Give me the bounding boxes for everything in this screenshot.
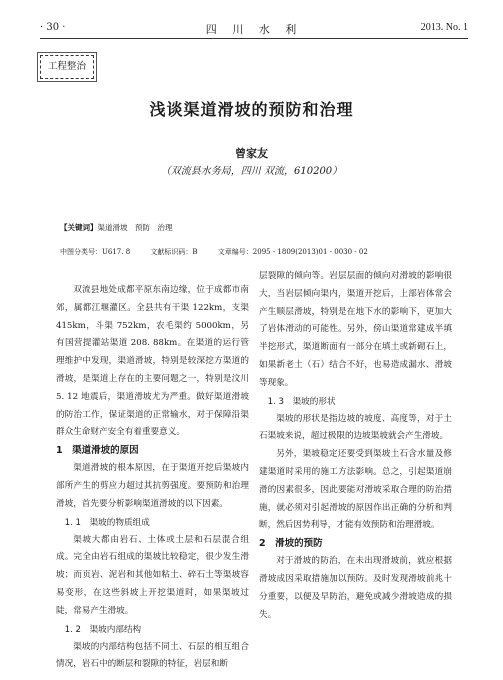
paragraph: 对于滑坡的防治，在未出现滑坡前，就应根据滑坡成因采取措施加以预防。及时发现滑坡前兆十分重要，以便及早防治，避免或减少滑坡造成的损失。: [259, 556, 452, 620]
paragraph: 渠坡大都由岩石、土体或土层和石层混合组成。完全由岩石组成的渠坡比较稳定，很少发生滑坡；而页岩、泥岩和其他如粘土、碎石土等渠坡容易变形，在这些斜坡上开挖渠道时，如果渠坡过陡，常易产生滑坡。: [56, 534, 249, 616]
paragraph: 双流县地处成都平原东南边缘，位于成都市南郊，属都江堰灌区。全县共有干渠 122km，支渠 415km，斗渠 752km，农毛渠约 5000km，另有国营提灌站渠道 208. 88km。在渠道的运行管理维护中发现，渠道滑坡，特别是较深挖方渠道的滑坡，是渠道上存在的主要问题之一，特别是汶川 5. 12 地震后，渠道滑坡尤为严重。做好渠道滑坡的防治工作，保证渠道的正常输水，对于保障沿渠群众生命财产安全有着重要意义。: [56, 285, 249, 438]
left-column: [56, 282, 249, 674]
keywords: [60, 222, 173, 233]
article-number: 文章编号：2095 - 1809(2013)01 - 0030 - 02: [217, 248, 368, 256]
keywords-text: 渠道滑坡 预防 治理: [97, 223, 173, 232]
section-heading: 1 渠道滑坡的原因: [56, 445, 139, 457]
paragraph: 渠坡的形状是指边坡的坡度、高度等，对于土石渠坡来说，超过极限的边坡渠坡就会产生滑坡。: [259, 413, 452, 442]
paragraph: 渠坡的内部结构包括不同土、石层的相互组合情况，岩石中的断层和裂隙的特征，岩层和断: [56, 641, 249, 670]
paragraph: 层裂隙的倾向等。岩层层面的倾向对滑坡的影响很大，当岩层倾向渠内，渠道开挖后，上部岩体常会产生顺层滑坡，特别是在地下水的影响下，更加大了岩体滑动的可能性。另外，傍山渠道常建成半填半挖形式，渠道断面有一部分在填土或新砌石上，如果新老土（石）结合不好，也易造成漏水、滑坡等现象。: [259, 271, 452, 388]
subsection-heading: 1. 3 渠坡的形状: [267, 396, 336, 407]
classification-line: [60, 247, 460, 257]
page-number: · 30 ·: [40, 22, 66, 33]
author-name: 曾家友: [235, 147, 268, 160]
author-affiliation: （双流县水务局，四川 双流，610200）: [160, 166, 343, 177]
running-header: [40, 20, 468, 39]
subsection-heading: 1. 1 渠坡的物质组成: [64, 517, 150, 528]
journal-name: 四 川 水 利: [205, 23, 303, 36]
section-tag: 工程整治: [40, 55, 94, 79]
right-column: [259, 268, 452, 624]
issue-label: 2013. No. 1: [420, 22, 468, 33]
paragraph: 另外，渠坡稳定还要受到渠坡土石含水量及修建渠道时采用的施工方法影响。总之，引起渠道崩滑的因素很多，因此要能对滑坡采取合理的防治措施，就必须对引起滑坡的原因作出正确的分析和判断，然后因势利导，才能有效预防和治理滑坡。: [259, 449, 452, 531]
keywords-label: 【关键词】: [60, 223, 98, 232]
article-title: 浅谈渠道滑坡的预防和治理: [149, 100, 354, 119]
document-code: 文献标识码：B: [150, 248, 198, 256]
section-heading: 2 滑坡的预防: [259, 538, 323, 550]
subsection-heading: 1. 2 渠坡内部结构: [64, 624, 142, 635]
paragraph: 渠道滑坡的根本原因，在于渠道开挖后渠坡内部所产生的剪应力超过其抗剪强度。要预防和治理滑坡，首先要分析影响渠道滑坡的以下因素。: [56, 463, 249, 509]
clc-number: 中图分类号：U617. 8: [60, 248, 131, 256]
